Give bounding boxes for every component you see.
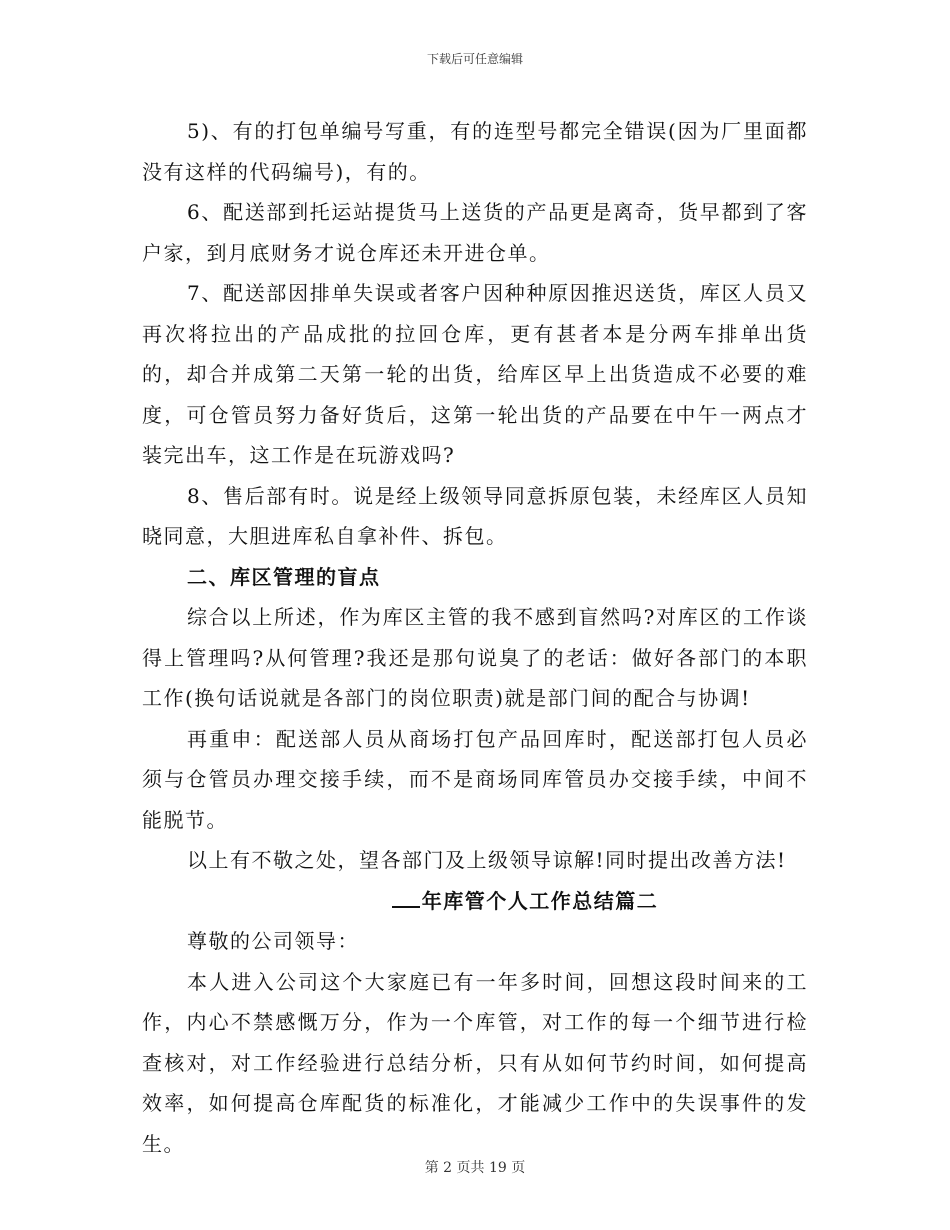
section-heading: 二、库区管理的盲点 [187, 564, 381, 589]
paragraph-intro: 本人进入公司这个大家庭已有一年多时间，回想这段时间来的工作，内心不禁感慨万分，作为一个库管，对工作的每一个细节进行检查核对，对工作经验进行总结分析，只有从如何节约时间，如何提高效率，如何提高仓库配货的标准化，才能减少工作中的失误事件的发生。 [142, 969, 808, 1156]
paragraph-item-5: 5)、有的打包单编号写重，有的连型号都完全错误(因为厂里面都没有这样的代码编号)，有的。 [142, 119, 808, 184]
page-header: 下载后可任意编辑 [426, 52, 523, 66]
title-blank-underline [392, 890, 420, 908]
article-title-text: 年库管个人工作总结篇二 [421, 888, 659, 913]
paragraph-item-6: 6、配送部到托运站提货马上送货的产品更是离奇，货早都到了客户家，到月底财务才说仓库还未开进仓单。 [142, 200, 808, 265]
document-body [142, 111, 808, 1164]
paragraph-item-7: 7、配送部因排单失误或者客户因种种原因推迟送货，库区人员又再次将拉出的产品成批的拉回仓库，更有甚者本是分两车排单出货的，却合并成第二天第一轮的出货，给库区早上出货造成不必要的难度，可仓管员努力备好货后，这第一轮出货的产品要在中午一两点才装完出车，这工作是在玩游戏吗? [142, 281, 808, 467]
paragraph-summary: 综合以上所述，作为库区主管的我不感到盲然吗?对库区的工作谈得上管理吗?从何管理?我还是那句说臭了的老话：做好各部门的本职工作(换句话说就是各部门的岗位职责)就是部门间的配合与协调! [142, 605, 808, 710]
paragraph-closing: 以上有不敬之处，望各部门及上级领导谅解!同时提出改善方法! [187, 848, 787, 872]
paragraph-restatement: 再重申：配送部人员从商场打包产品回库时，配送部打包人员必须与仓管员办理交接手续，而不是商场同库管员办交接手续，中间不能脱节。 [142, 726, 808, 832]
salutation: 尊敬的公司领导： [187, 929, 359, 953]
page-footer: 第 2 页共 19 页 [424, 1160, 526, 1176]
paragraph-item-8: 8、售后部有时。说是经上级领导同意拆原包装，未经库区人员知晓同意，大胆进库私自拿补件、拆包。 [142, 483, 808, 548]
article-title [142, 881, 808, 922]
